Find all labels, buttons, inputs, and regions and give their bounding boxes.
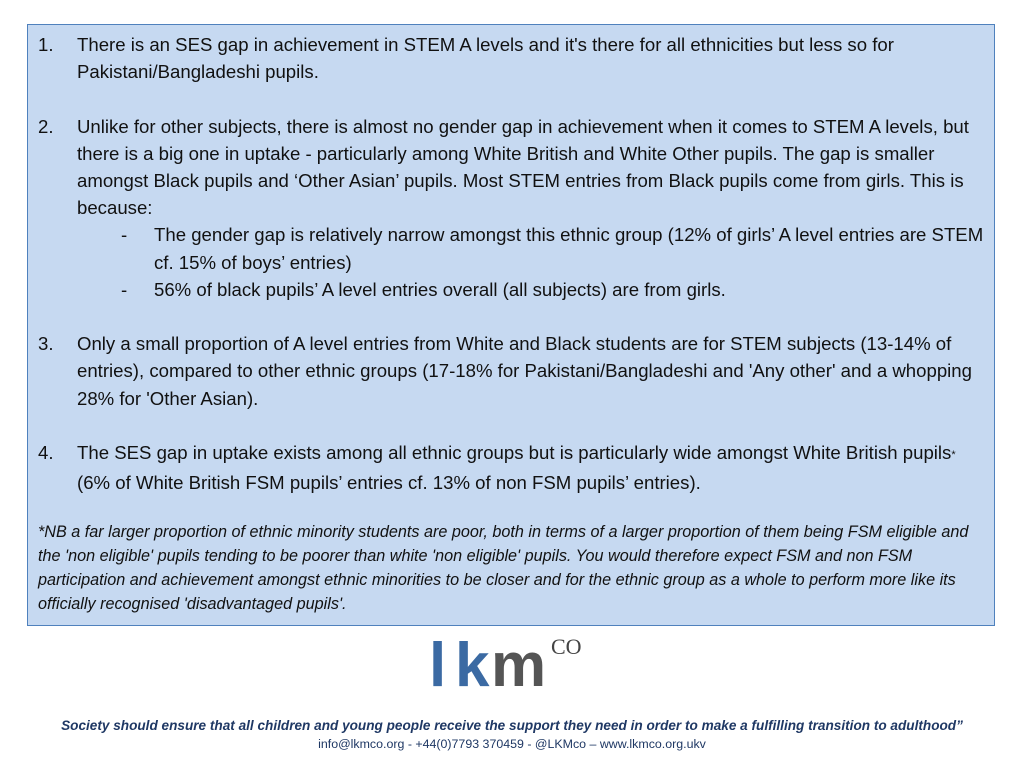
finding-number: 2. <box>38 115 54 137</box>
findings-text-box <box>27 24 995 626</box>
nb-footnote: *NB a far larger proportion of ethnic minority students are poor, both in terms of a larger proportion of them being FSM eligible and the 'non eligible' pupils tending to be poorer than white 'non eligible' pupils. You would therefore expect FSM and non FSM participation and achievement amongst ethnic minorities to be closer and for the ethnic group as a whole to perform more like its officially recognised 'disadvantaged pupils'. <box>38 522 969 613</box>
finding-text: There is an SES gap in achievement in STEM A levels and it's there for all ethnicities but less so for Pakistani/Bangladeshi pupils. <box>77 34 894 83</box>
finding-sub-item <box>77 221 984 275</box>
dash-bullet: - <box>121 278 128 300</box>
finding-sub-list <box>77 221 984 303</box>
finding-item-3 <box>38 330 984 412</box>
footer-contact: info@lkmco.org - +44(0)7793 370459 - @LKMco – www.lkmco.org.ukv <box>318 737 706 751</box>
sub-item-text: The gender gap is relatively narrow amongst this ethnic group (12% of girls’ A level entries are STEM cf. 15% of boys’ entries) <box>154 224 984 273</box>
footnote-asterisk: * <box>951 449 956 461</box>
finding-item-2 <box>38 113 984 303</box>
dash-bullet: - <box>121 224 128 246</box>
logo-letter-k: k <box>455 631 490 700</box>
finding-number: 4. <box>38 442 54 463</box>
finding-text: The SES gap in uptake exists among all ethnic groups but is particularly wide amongst White British pupils <box>77 442 952 463</box>
logo-co: CO <box>551 634 582 659</box>
finding-item-4 <box>38 439 984 496</box>
logo-letter-l: l <box>429 631 445 700</box>
finding-item-1 <box>38 31 984 85</box>
finding-text-continued: (6% of White British FSM pupils’ entries cf. 13% of non FSM pupils’ entries). <box>77 472 701 494</box>
finding-text: Unlike for other subjects, there is almost no gender gap in achievement when it comes to STEM A levels, but there is a big one in uptake - particularly among White British and White Other pupils. The gap is smaller amongst Black pupils and ‘Other Asian’ pupils. Most STEM entries from Black pupils come from girls. This is because: <box>77 115 969 219</box>
findings-list <box>38 31 984 496</box>
sub-item-text: 56% of black pupils’ A level entries overall (all subjects) are from girls. <box>154 278 726 300</box>
lkmco-logo <box>425 631 595 702</box>
logo-letter-m: m <box>491 631 547 700</box>
footer-tagline: Society should ensure that all children and young people receive the support they need in order to make a fulfilling transition to adulthood” <box>61 718 963 733</box>
finding-number: 1. <box>38 34 54 55</box>
finding-number: 3. <box>38 333 54 355</box>
finding-text: Only a small proportion of A level entries from White and Black students are for STEM subjects (13-14% of entries), compared to other ethnic groups (17-18% for Pakistani/Bangladeshi and 'Any other' and a whopping 28% for 'Other Asian). <box>77 333 972 409</box>
finding-sub-item <box>77 276 984 303</box>
